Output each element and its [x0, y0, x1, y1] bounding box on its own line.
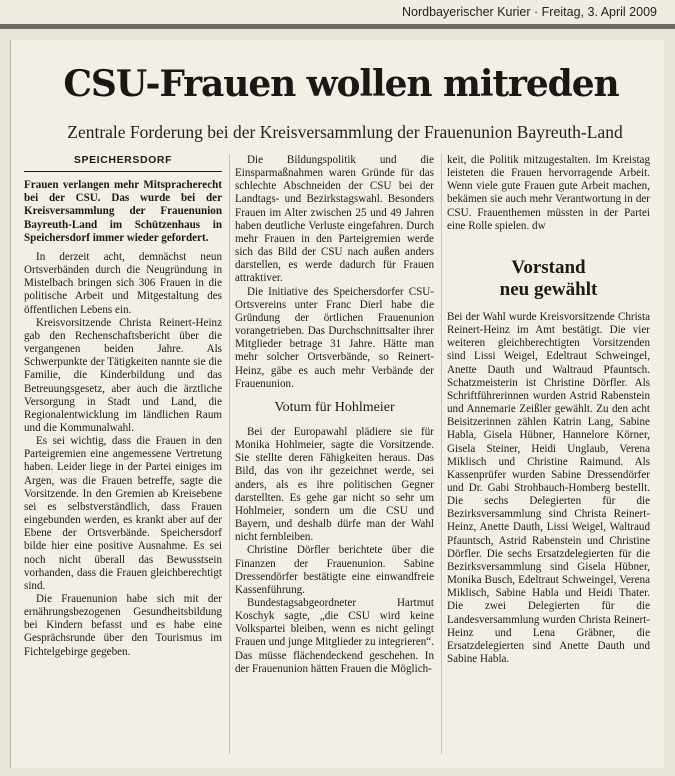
subhead-votum: Votum für Hohlmeier — [274, 399, 395, 415]
article-headline: CSU-Frauen wollen mitreden — [63, 63, 619, 105]
masthead-line: Nordbayerischer Kurier · Freitag, 3. April 2009 — [402, 5, 657, 19]
column-2 — [235, 154, 434, 676]
dateline: SPEICHERSDORF — [24, 154, 222, 172]
body-paragraph: Bundestagsabgeordneter Hartmut Koschyk sagte, „die CSU wird keine Volkspartei bleiben, wenn es nicht gelingt Frauen und junge Mitglieder zu integrieren“. Das müsse flächendeckend geschehen. In der Frauenunion hätten Frauen die Möglich- — [235, 597, 435, 675]
body-paragraph: Die Frauenunion habe sich mit der ernährungsbezogenen Gesundheitsbildung bei Kindern befasst und es habe eine Gesprächsrunde über den Tourismus im Fichtelgebirge gegeben. — [24, 593, 222, 658]
masthead-rule — [0, 24, 675, 29]
body-paragraph: Bei der Europawahl plädiere sie für Monika Hohlmeier, sagte die Vorsitzende. Sie stellte deren Fähigkeiten heraus. Das Bild, das von ihr gezeichnet werde, sei anders, als es ihre politischen Gegner darstellten. Es gehe gar nicht so sehr um Hohlmeier, sondern um die CSU und Bayern, und deshalb dürfe man der Wahl nicht fernbleiben. — [235, 425, 434, 544]
body-paragraph: Kreisvorsitzende Christa Reinert-Heinz gab den Rechenschaftsbericht über die vergangenen beiden Jahre. Als Schwerpunkte der Tätigkeiten nannte sie die Familie, die Kinderbildung und das Betreuungsgesetz, aber auch die ärztliche Versorgung in Stadt und Land, die Regionalentwicklung im ländlichen Raum und die Kommunalwahl. — [24, 316, 222, 434]
subhead-vorstand — [447, 257, 650, 301]
body-paragraph: In derzeit acht, demnächst neun Ortsverbänden durch die Neugründung in Mistelbach bringen sich 306 Frauen in die politische Arbeit und Mitgestaltung des öffentlichen Lebens ein. — [24, 250, 222, 316]
lead-paragraph: Frauen verlangen mehr Mitspracherecht bei der CSU. Das wurde bei der Kreisversammlung der Frauenunion Bayreuth-Land im Schützenhaus in Speichersdorf immer wieder gefordert. — [24, 179, 222, 244]
body-paragraph: Bei der Wahl wurde Kreisvorsitzende Christa Reinert-Heinz im Amt bestätigt. Die vier weiteren gleichberechtigten Vorsitzenden sind Lissi Weigel, Edeltraut Schweingel, Anette Dauth und Waltraud Pfauntsch. Schatzmeisterin ist Christine Dörfler. Als Schriftführerinnen wurden Astrid Rabenstein und Annemarie Zeißler gewählt. Zu den acht Beisitzerinnen zählen Katrin Lang, Sabine Habla, Gisela Hübner, Hannelore Körner, Gisela Steiner, Heidi Unglaub, Verena Miklisch und Christine Raimund. Als Kassenprüfer wurden Sabine Dressendörfer und Dr. Gabi Strohbauch-Homberg bestellt. Die sechs Delegierten für die Bezirksversammlung sind Christa Reinert-Heinz, Anette Dauth, Lissi Weigel, Waltraud Pfauntsch, Astrid Rabenstein und Christine Dörfler. Die sechs Ersatzdelegierten für die Bezirksversammlung sind Gisela Hübner, Monika Busch, Edeltraut Schweingel, Verena Miklisch, Sabine Habla und Heidi Thater. Die zwei Delegierten für die Landesversammlung wurden Christa Reinert-Heinz und Lena Gräbner, die Ersatzdelegierten sind Anette Dauth und Sabine Habla. — [447, 310, 650, 665]
body-paragraph: Die Initiative des Speichersdorfer CSU-Ortsvereins unter Franc Dierl habe die Gründung der örtlichen Frauenunion vorangetrieben. Das Durchschnittsalter ihrer Mitglieder betrage 31 Jahre. Hätte man mehr solcher Ortsverbände, so Reinert-Heinz, gäbe es auch mehr Verbände der Frauenunion. — [235, 285, 434, 390]
article-subheadline: Zentrale Forderung bei der Kreisversammlung der Frauenunion Bayreuth-Land — [67, 122, 623, 142]
body-paragraph: Es sei wichtig, dass die Frauen in den Parteigremien eine angemessene Vertretung haben. Leider liege in der Partei einiges im Argen, was die Frauen betreffe, sagte die Vorsitzende. In den Gremien ab Kreisebene sei es selbstverständlich, dass Frauen eingebunden werden, es krankt aber auf der Ebene der Ortsverbände. Speichersdorf bilde hier eine positive Ausnahme. Es sei noch nicht überall das Bewusstsein vorhanden, dass die Frauen gleichberechtigt sind. — [24, 435, 222, 592]
column-divider-1 — [229, 154, 230, 754]
body-paragraph: Christine Dörfler berichtete über die Finanzen der Frauenunion. Sabine Dressendörfer bestätigte eine einwandfreie Kassenführung. — [235, 544, 434, 596]
column-1 — [24, 154, 222, 659]
body-paragraph: keit, die Politik mitzugestalten. Im Kreistag leisteten die Frauen hervorragende Arbeit. Wenn viele gute Frauen gute Arbeit machen, bekämen sie auch mehr Verantwortung in der CSU. Frauenthemen müssten in der Partei eine Rolle spielen. dw — [447, 154, 650, 232]
column-3 — [447, 154, 650, 666]
subhead-vorstand-line2: neu gewählt — [499, 278, 598, 300]
column-divider-2 — [441, 154, 442, 754]
body-paragraph: Die Bildungspolitik und die Einsparmaßnahmen waren Gründe für das schlechte Abschneiden der CSU bei der Landtags- und Bezirkstagswahl. Besonders Frauen im Alter zwischen 25 und 49 Jahren haben deutliche Verluste eingefahren. Durch mehr Frauen in den Parteigremien werde sich das Bild der CSU nach außen anders darstellen, es werde dadurch für Frauen attraktiver. — [235, 154, 434, 285]
subhead-vorstand-line1: Vorstand — [511, 256, 586, 278]
